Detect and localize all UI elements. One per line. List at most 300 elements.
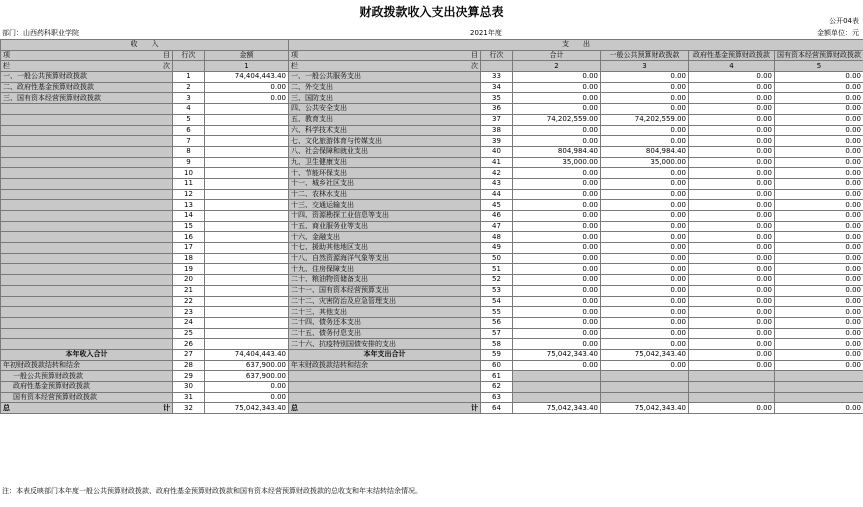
amount-cell: 0.00 [775,275,863,286]
column-number-row [1,61,863,72]
row-number: 61 [481,371,513,382]
amount-cell: 0.00 [689,168,775,179]
row-number: 8 [173,146,205,157]
row-number: 62 [481,382,513,393]
blank-cell [601,371,689,382]
row-number: 17 [173,243,205,254]
row-number: 39 [481,136,513,147]
row-number: 60 [481,360,513,371]
expense-item-header [289,50,481,61]
expense-section-header: 支 出 [289,40,863,51]
row-number: 14 [173,211,205,222]
table-row [1,157,863,168]
amount-cell [205,275,289,286]
row-number: 37 [481,114,513,125]
row-number: 54 [481,296,513,307]
amount-cell: 0.00 [601,307,689,318]
income-item-header [1,50,173,61]
row-number: 34 [481,82,513,93]
sub-label: 一般公共预算财政拨款 [1,371,173,382]
amount-cell: 0.00 [689,232,775,243]
blank-cell [775,392,863,403]
amount-cell [205,200,289,211]
grand-total-label [289,403,481,414]
expense-item-label: 十五、商业服务业等支出 [289,221,481,232]
amount-cell: 0.00 [775,307,863,318]
expense-item-label: 十九、住房保障支出 [289,264,481,275]
amount-cell: 0.00 [775,82,863,93]
income-item-label: 一、一般公共预算财政拨款 [1,72,173,83]
row-number: 35 [481,93,513,104]
expense-item-label: 十一、城乡社区支出 [289,178,481,189]
expense-item-label: 十七、援助其他地区支出 [289,243,481,254]
ci-label: 次 [471,61,478,70]
income-item-label [1,328,173,339]
row-number: 58 [481,339,513,350]
amount-cell: 0.00 [775,104,863,115]
amount-cell [205,243,289,254]
income-item-label [1,146,173,157]
amount-cell: 0.00 [205,382,289,393]
income-rowno-header: 行次 [173,50,205,61]
grand-total-label [1,403,173,414]
amount-cell: 0.00 [775,93,863,104]
expense-item-label: 十四、资源勘探工业信息等支出 [289,211,481,222]
amount-cell: 0.00 [601,168,689,179]
amount-cell: 0.00 [689,285,775,296]
amount-cell: 0.00 [689,307,775,318]
sub-label: 国有资本经营预算财政拨款 [1,392,173,403]
column-header-row [1,50,863,61]
amount-cell: 0.00 [775,317,863,328]
expense-item-label: 四、公共安全支出 [289,104,481,115]
amount-cell: 0.00 [513,221,601,232]
column-number: 4 [689,61,775,72]
row-number: 33 [481,72,513,83]
blank-cell [513,392,601,403]
amount-cell: 0.00 [601,339,689,350]
year-expense-label: 本年支出合计 [289,349,481,360]
income-item-label: 二、政府性基金预算财政拨款 [1,82,173,93]
row-number: 27 [173,349,205,360]
year-label: 2021年度 [470,29,502,37]
table-row [1,253,863,264]
row-number: 57 [481,328,513,339]
amount-cell [205,178,289,189]
amount-cell: 0.00 [775,232,863,243]
column-number: 3 [601,61,689,72]
amount-cell [205,232,289,243]
column-number: 2 [513,61,601,72]
table-row [1,264,863,275]
table-row [1,243,863,254]
amount-cell: 0.00 [689,328,775,339]
begin-balance-label: 年初财政拨款结转和结余 [1,360,173,371]
end-balance-label: 年末财政拨款结转和结余 [289,360,481,371]
amount-cell: 0.00 [775,253,863,264]
row-number: 9 [173,157,205,168]
amount-cell: 0.00 [601,296,689,307]
income-amount-header: 金额 [205,50,289,61]
unit-label: 金额单位：元 [817,29,859,37]
row-number: 21 [173,285,205,296]
amount-cell: 0.00 [513,178,601,189]
sub-label: 政府性基金预算财政拨款 [1,382,173,393]
table-row [1,275,863,286]
row-number: 50 [481,253,513,264]
total-char-left: 总 [291,403,298,412]
amount-cell: 0.00 [775,178,863,189]
item-header-left: 项 [3,51,10,60]
row-number: 6 [173,125,205,136]
expense-item-label: 六、科学技术支出 [289,125,481,136]
amount-cell [205,296,289,307]
amount-cell: 0.00 [513,317,601,328]
amount-cell: 0.00 [775,339,863,350]
carryover-sub-row [1,371,863,382]
amount-cell: 0.00 [601,317,689,328]
amount-cell: 74,404,443.40 [205,349,289,360]
amount-cell: 0.00 [205,82,289,93]
income-item-label [1,243,173,254]
row-number: 42 [481,168,513,179]
expense-item-label: 二十一、国有资本经营预算支出 [289,285,481,296]
amount-cell: 0.00 [513,328,601,339]
year-income-label: 本年收入合计 [1,349,173,360]
row-number: 55 [481,307,513,318]
row-number: 18 [173,253,205,264]
expense-item-label: 二十三、其他支出 [289,307,481,318]
row-number: 56 [481,317,513,328]
row-number: 41 [481,157,513,168]
lan-label: 栏 [291,61,298,70]
amount-cell [205,307,289,318]
row-number: 12 [173,189,205,200]
amount-cell: 0.00 [601,232,689,243]
amount-cell: 0.00 [775,157,863,168]
amount-cell [205,211,289,222]
row-number: 44 [481,189,513,200]
amount-cell: 0.00 [689,403,775,414]
amount-cell: 0.00 [689,93,775,104]
carryover-row [1,360,863,371]
income-item-label [1,211,173,222]
amount-cell: 0.00 [775,136,863,147]
expense-item-label: 二十、粮油物资储备支出 [289,275,481,286]
amount-cell: 0.00 [513,275,601,286]
amount-cell: 0.00 [689,72,775,83]
table-row [1,232,863,243]
amount-cell: 0.00 [601,93,689,104]
amount-cell: 0.00 [689,339,775,350]
expense-item-label: 五、教育支出 [289,114,481,125]
amount-cell: 0.00 [513,264,601,275]
blank-cell [513,371,601,382]
amount-cell: 75,042,343.40 [205,403,289,414]
expense-item-label: 九、卫生健康支出 [289,157,481,168]
amount-cell: 0.00 [513,285,601,296]
table-row [1,125,863,136]
amount-cell: 0.00 [689,157,775,168]
amount-cell: 0.00 [775,349,863,360]
row-number: 43 [481,178,513,189]
amount-cell [205,114,289,125]
expense-item-label: 二十五、债务付息支出 [289,328,481,339]
column-number: 1 [205,61,289,72]
amount-cell: 75,042,343.40 [601,349,689,360]
amount-cell: 804,984.40 [601,146,689,157]
amount-cell [205,104,289,115]
amount-cell [205,253,289,264]
table-row [1,200,863,211]
income-item-label [1,339,173,350]
table-row [1,72,863,83]
amount-cell: 0.00 [689,82,775,93]
amount-cell: 0.00 [689,296,775,307]
total-char-left: 总 [3,403,10,412]
income-item-label [1,189,173,200]
form-number: 公开04表 [829,17,859,25]
row-number: 5 [173,114,205,125]
expense-item-label: 一、一般公共服务支出 [289,72,481,83]
row-number: 46 [481,211,513,222]
amount-cell: 0.00 [513,211,601,222]
amount-cell: 0.00 [775,285,863,296]
row-number: 2 [173,82,205,93]
row-number: 26 [173,339,205,350]
table-row [1,146,863,157]
amount-cell [205,189,289,200]
data-rows [1,72,863,350]
amount-cell: 0.00 [601,360,689,371]
table-row [1,221,863,232]
form-number-line [0,16,863,26]
income-item-label [1,317,173,328]
amount-cell: 0.00 [513,360,601,371]
income-item-label [1,296,173,307]
row-number: 10 [173,168,205,179]
amount-cell: 0.00 [689,114,775,125]
row-number: 3 [173,93,205,104]
amount-cell: 804,984.40 [513,146,601,157]
expense-total-header: 合计 [513,50,601,61]
amount-cell: 0.00 [513,339,601,350]
amount-cell: 0.00 [513,200,601,211]
table-row [1,211,863,222]
year-total-row [1,349,863,360]
amount-cell: 74,202,559.00 [601,114,689,125]
amount-cell: 0.00 [689,264,775,275]
amount-cell [205,264,289,275]
expense-item-label: 二、外交支出 [289,82,481,93]
expense-item-label: 三、国防支出 [289,93,481,104]
amount-cell [205,146,289,157]
amount-cell: 0.00 [601,189,689,200]
table-row [1,307,863,318]
blank-cell [689,392,775,403]
row-number: 7 [173,136,205,147]
amount-cell: 0.00 [513,253,601,264]
row-number: 31 [173,392,205,403]
general-budget-header: 一般公共预算财政拨款 [601,50,689,61]
income-item-label [1,125,173,136]
amount-cell: 0.00 [775,403,863,414]
expense-item-label: 十二、农林水支出 [289,189,481,200]
row-number: 11 [173,178,205,189]
blank-cell [289,371,481,382]
row-number: 47 [481,221,513,232]
income-item-label [1,264,173,275]
income-item-label [1,253,173,264]
expense-item-label: 十、节能环保支出 [289,168,481,179]
income-item-label [1,200,173,211]
amount-cell: 0.00 [689,211,775,222]
amount-cell: 0.00 [601,285,689,296]
income-section-header: 收 入 [1,40,289,51]
row-number: 53 [481,285,513,296]
summary-rows [1,349,863,413]
row-number: 32 [173,403,205,414]
row-number: 45 [481,200,513,211]
row-number: 36 [481,104,513,115]
amount-cell: 0.00 [513,125,601,136]
amount-cell: 0.00 [513,136,601,147]
row-number: 15 [173,221,205,232]
amount-cell: 637,900.00 [205,371,289,382]
income-item-label [1,136,173,147]
lan-ci-cell [289,61,481,72]
table-row [1,317,863,328]
amount-cell: 75,042,343.40 [601,403,689,414]
amount-cell: 0.00 [513,296,601,307]
fund-budget-header: 政府性基金预算财政拨款 [689,50,775,61]
amount-cell: 0.00 [775,72,863,83]
amount-cell: 0.00 [689,146,775,157]
income-item-label [1,307,173,318]
row-number: 49 [481,243,513,254]
budget-table [0,39,863,414]
grand-total-row [1,403,863,414]
blank-cell [775,382,863,393]
footnote: 注：本表反映部门本年度一般公共预算财政拨款、政府性基金预算财政拨款和国有资本经营预算财政拨款的总收支和年末结转结余情况。 [2,487,422,495]
income-item-label [1,104,173,115]
amount-cell: 0.00 [601,211,689,222]
table-row [1,296,863,307]
blank-cell [481,61,513,72]
amount-cell: 0.00 [775,296,863,307]
amount-cell: 0.00 [513,82,601,93]
amount-cell: 0.00 [601,125,689,136]
expense-item-label: 十六、金融支出 [289,232,481,243]
table-row [1,178,863,189]
amount-cell: 0.00 [601,221,689,232]
amount-cell: 0.00 [689,178,775,189]
amount-cell [205,317,289,328]
income-item-label [1,275,173,286]
amount-cell: 0.00 [601,253,689,264]
amount-cell: 0.00 [775,264,863,275]
amount-cell: 0.00 [601,72,689,83]
amount-cell: 0.00 [775,146,863,157]
row-number: 13 [173,200,205,211]
amount-cell: 0.00 [775,328,863,339]
amount-cell [205,339,289,350]
table-row [1,168,863,179]
amount-cell: 0.00 [689,243,775,254]
expense-item-label: 八、社会保障和就业支出 [289,146,481,157]
income-item-label [1,232,173,243]
row-number: 29 [173,371,205,382]
row-number: 22 [173,296,205,307]
amount-cell: 0.00 [601,82,689,93]
amount-cell: 0.00 [775,211,863,222]
amount-cell: 0.00 [775,200,863,211]
report-title: 财政拨款收入支出决算总表 [359,5,504,19]
expense-item-label: 十三、交通运输支出 [289,200,481,211]
amount-cell: 35,000.00 [513,157,601,168]
amount-cell: 0.00 [601,264,689,275]
amount-cell [205,328,289,339]
item-header-right: 目 [471,51,478,60]
blank-cell [289,392,481,403]
row-number: 28 [173,360,205,371]
meta-line [0,28,863,38]
amount-cell: 0.00 [689,104,775,115]
income-item-label [1,221,173,232]
amount-cell: 0.00 [513,93,601,104]
amount-cell: 0.00 [205,93,289,104]
amount-cell: 0.00 [689,136,775,147]
amount-cell: 0.00 [601,275,689,286]
row-number: 16 [173,232,205,243]
blank-cell [689,382,775,393]
amount-cell: 0.00 [601,178,689,189]
row-number: 63 [481,392,513,403]
amount-cell [205,285,289,296]
amount-cell: 0.00 [689,125,775,136]
amount-cell [205,221,289,232]
blank-cell [289,382,481,393]
row-number: 25 [173,328,205,339]
blank-cell [513,382,601,393]
table-row [1,189,863,200]
expense-item-label: 七、文化旅游体育与传媒支出 [289,136,481,147]
row-number: 59 [481,349,513,360]
amount-cell: 0.00 [775,189,863,200]
amount-cell: 0.00 [775,221,863,232]
row-number: 38 [481,125,513,136]
table-row [1,82,863,93]
blank-cell [173,61,205,72]
total-char-right: 计 [163,403,170,412]
amount-cell [205,157,289,168]
expense-item-label: 二十六、抗疫特别国债安排的支出 [289,339,481,350]
amount-cell: 0.00 [689,275,775,286]
row-number: 51 [481,264,513,275]
department-label: 部门：山西药科职业学院 [2,29,79,37]
amount-cell: 75,042,343.40 [513,349,601,360]
total-char-right: 计 [471,403,478,412]
income-item-label [1,114,173,125]
table-row [1,114,863,125]
amount-cell: 0.00 [689,221,775,232]
carryover-sub-row [1,382,863,393]
row-number: 40 [481,146,513,157]
amount-cell: 74,404,443.40 [205,72,289,83]
amount-cell: 0.00 [775,125,863,136]
amount-cell: 0.00 [513,168,601,179]
amount-cell: 0.00 [775,243,863,254]
